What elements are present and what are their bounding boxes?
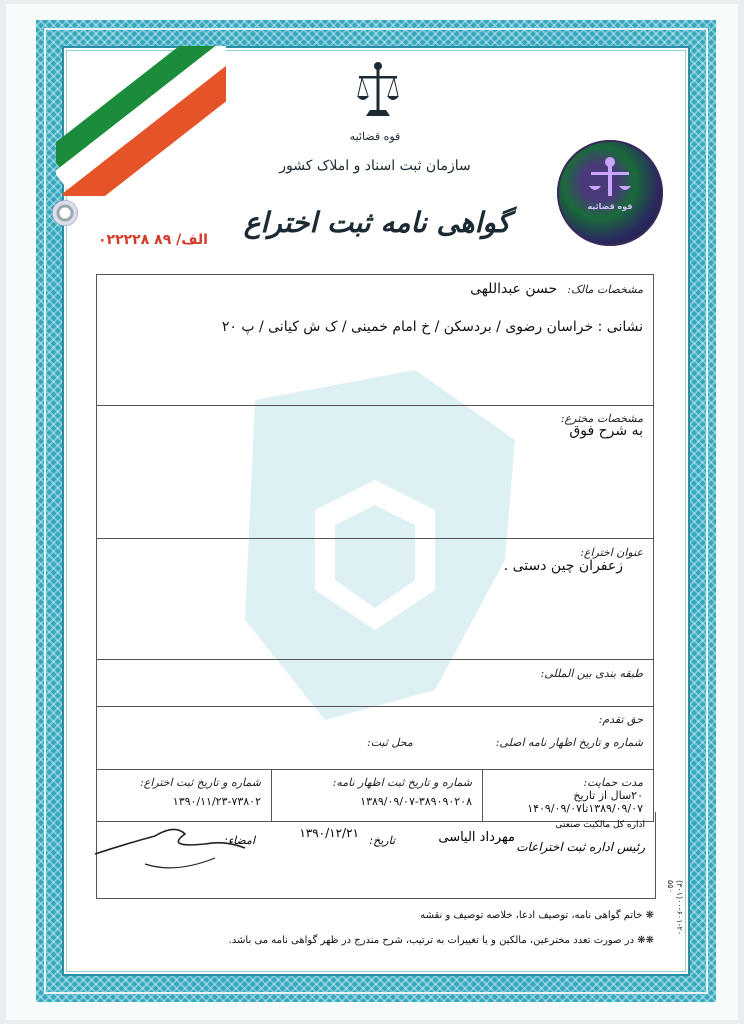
owner-section [97,275,654,406]
certificate-title: گواهی نامه ثبت اختراع [243,206,511,239]
owner-address: نشانی : خراسان رضوی / بردسکن / خ امام خمینی / ک ش کیانی / پ ۲۰ [221,319,643,335]
office-line-1: اداره کل مالکیت صنعتی [555,820,645,830]
priority-label: حق تقدم: [598,713,643,726]
signature-label: امضاء: [224,834,255,847]
declaration-label: شماره و تاریخ ثبت اظهار نامه: [332,776,472,789]
registration-label: شماره و تاریخ ثبت اختراع: [140,776,261,789]
validity-label: مدت حمایت: [583,776,643,789]
hologram-seal [557,140,663,246]
owner-name: حسن عبداللهی [470,281,558,297]
registration-place-label: محل ثبت: [367,736,413,749]
date-value: ۱۳۹۰/۱۲/۲۱ [299,826,359,840]
original-declaration-label: شماره و تاریخ اظهار نامه اصلی: [495,736,643,749]
invention-label: عنوان اختراع: [580,546,643,559]
signature-section [96,812,656,899]
inventor-section [97,406,654,539]
iran-flag-ribbon [56,46,226,196]
certificate-form-table [96,274,654,822]
footnote-2: ❋❋ در صورت تعدد مخترعین، مالکین و یا تغییرات به ترتیب، شرح مندرج در ظهر گواهی نامه می باشد. [228,935,654,946]
hologram-emblem-icon [557,140,663,246]
signatory-name: مهرداد الیاسی [438,830,515,845]
invention-value: زعفران چین دستی . [503,558,623,574]
classification-section [97,660,654,707]
declaration-value: ۱۳۸۹/۰۹/۰۷-۳۸۹۰۹۰۲۰۸ [360,795,472,808]
registration-value: ۱۳۹۰/۱۱/۲۳-۷۳۸۰۲ [172,795,261,808]
serial-number: الف/ ۸۹ ۰۲۲۲۲۸ [98,232,208,248]
form-code: (۳۰۱)۰۰-۶۰۱-۲۰ ۵۵۰ [666,880,684,935]
inventor-label: مشخصات مخترع: [560,412,643,425]
classification-label: طبقه بندی بین المللی: [540,667,643,680]
priority-section [97,707,654,770]
validity-value-2: ۱۳۸۹/۰۹/۰۷تا۱۴۰۹/۰۹/۰۷ [527,802,643,815]
hologram-text: قوه قضائیه [587,202,633,211]
footnotes [96,910,654,960]
grommet-icon [52,200,78,226]
office-line-2: رئیس اداره ثبت اختراعات [516,840,645,854]
organization-name: سازمان ثبت اسناد و املاک کشور [279,158,471,174]
invention-section [97,539,654,660]
date-label: تاریخ: [369,834,395,847]
validity-value-1: ۲۰سال از تاریخ [573,789,643,802]
judiciary-label: قوه قضائیه [349,130,401,143]
footnote-1: ❋ خاتم گواهی نامه، توصیف ادعا، خلاصه توصیف و نقشه [420,910,654,921]
declaration-row [107,736,643,749]
scales-of-justice-icon [356,60,400,130]
owner-label: مشخصات مالک: [567,283,643,296]
handwritten-signature [85,814,255,874]
inventor-value: به شرح فوق [569,423,643,439]
